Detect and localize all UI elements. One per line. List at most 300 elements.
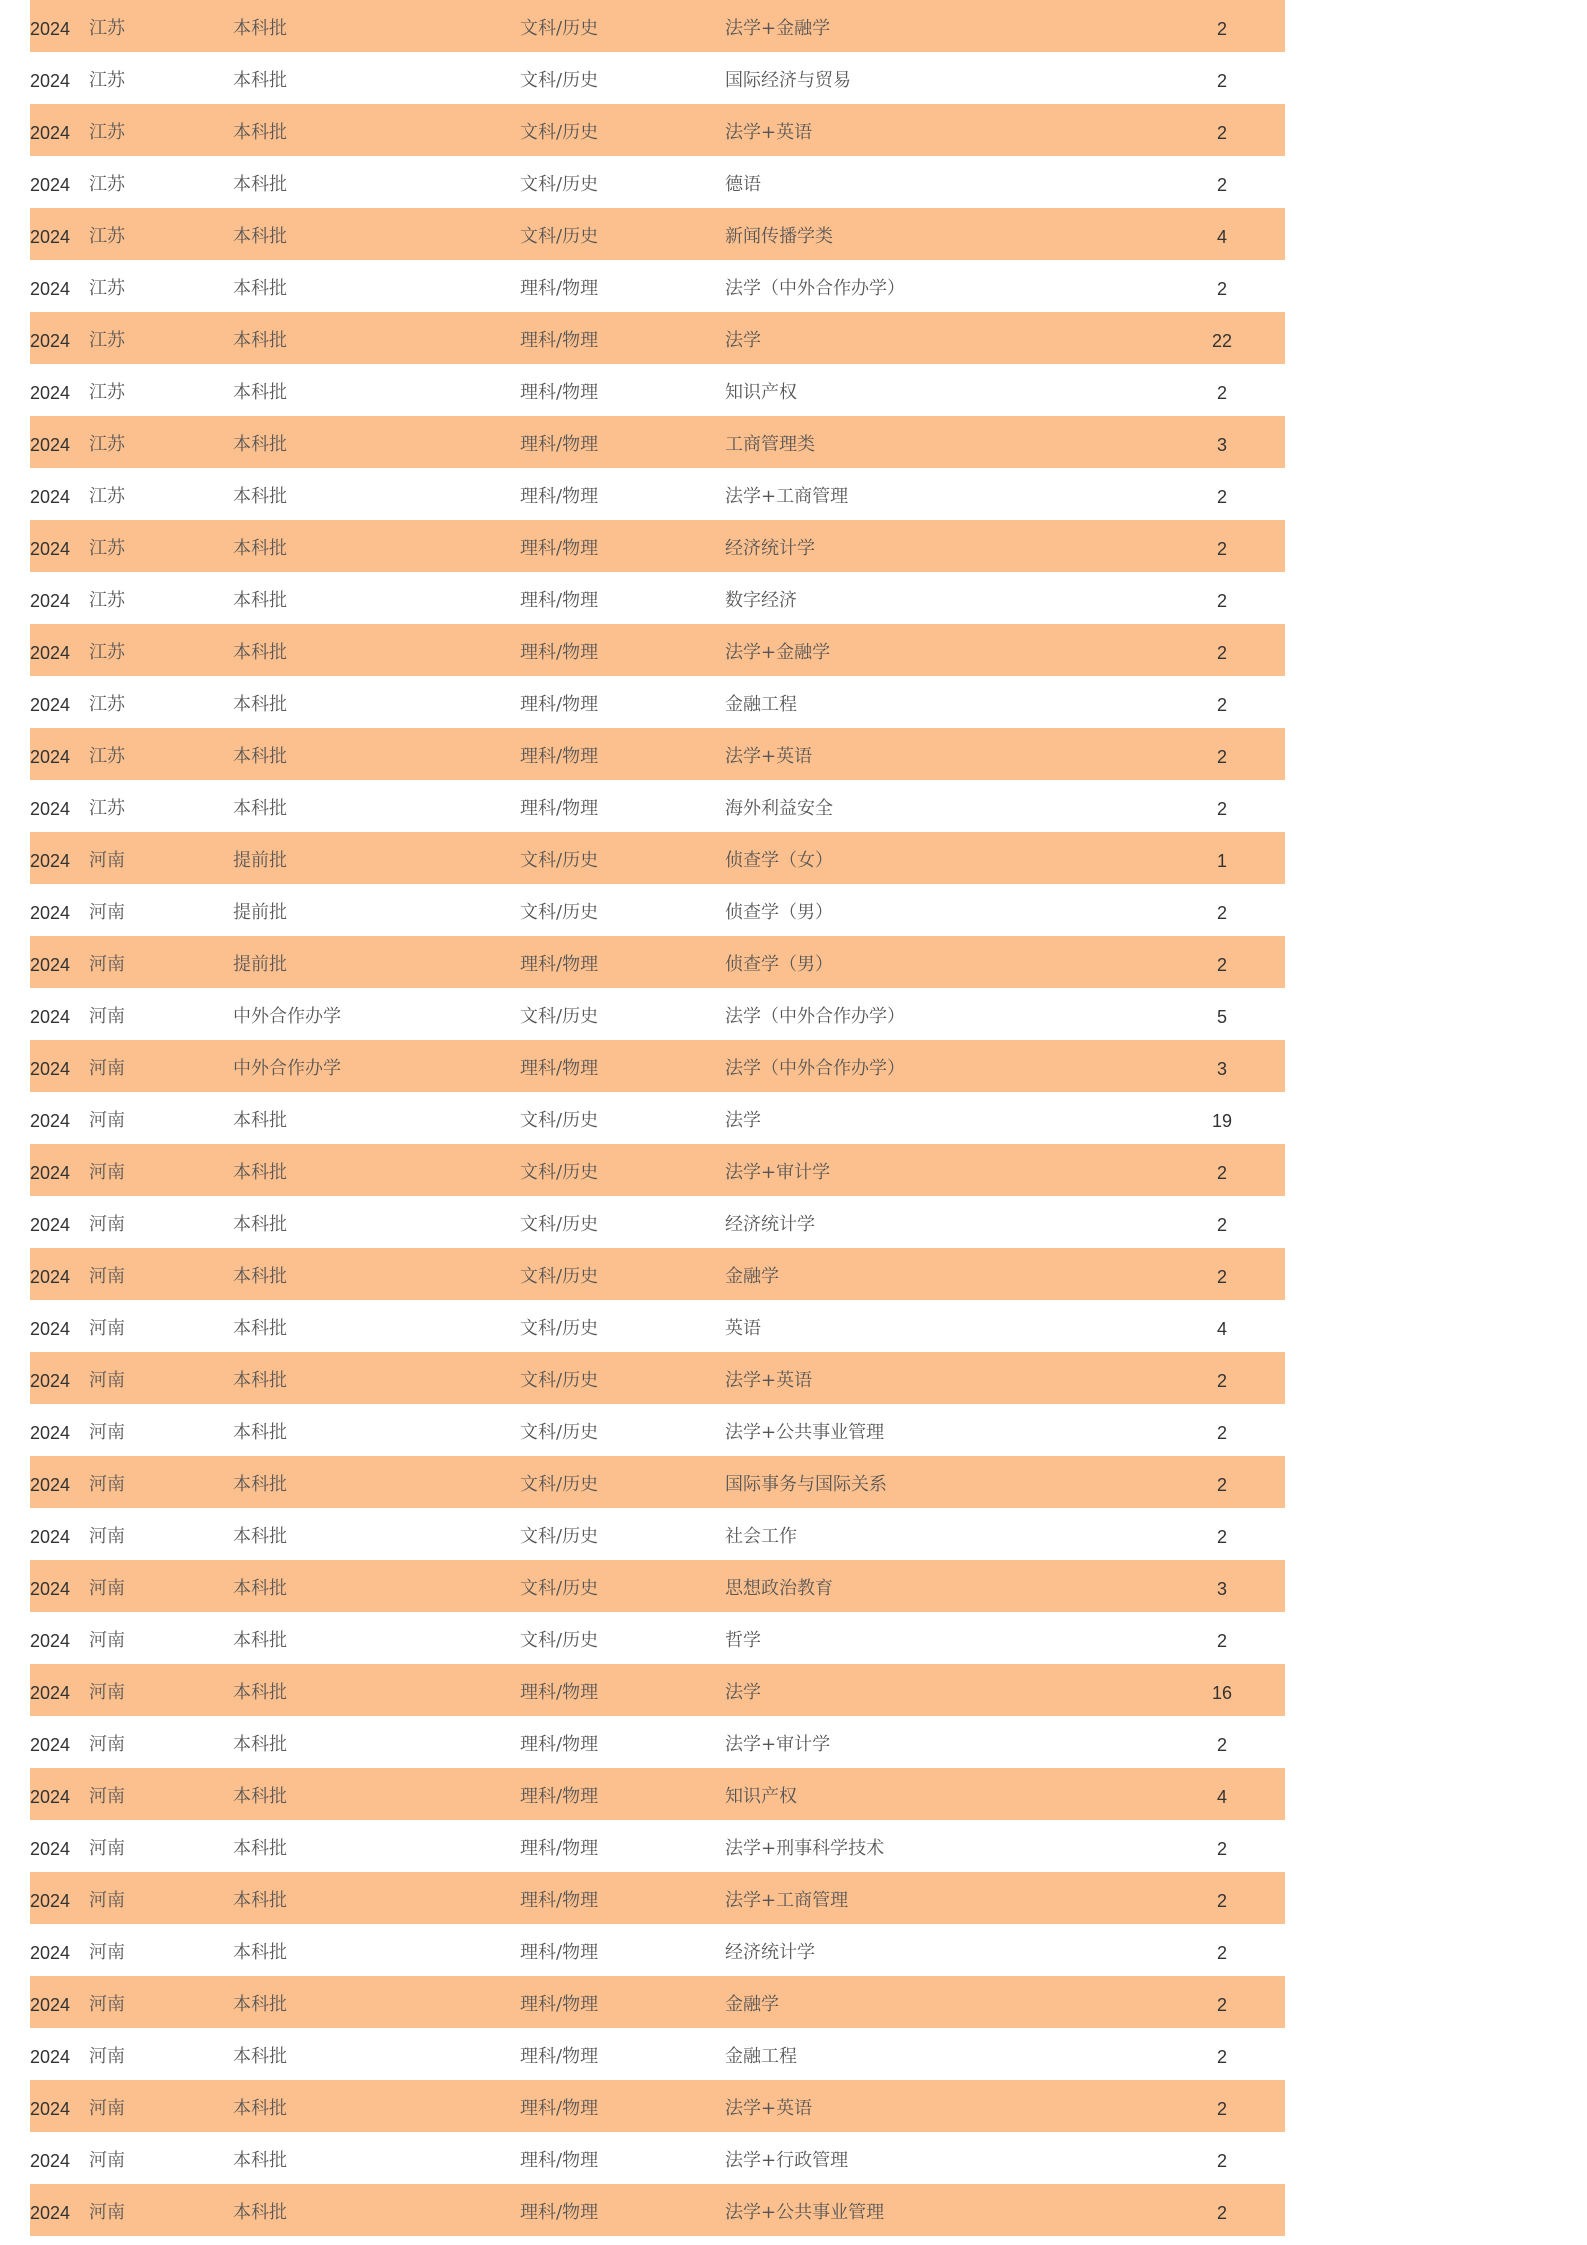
year-cell: 2024 [30,1215,71,1235]
batch-cell: 本科批 [233,694,287,715]
year-cell: 2024 [30,1267,71,1287]
subject-cell: 理科/物理 [520,538,599,559]
batch-cell: 提前批 [233,954,287,975]
table-row [30,988,1285,1040]
count-cell: 3 [1216,1059,1227,1079]
batch-cell: 本科批 [233,1734,287,1755]
major-cell: 法学+英语 [725,2098,813,2119]
province-cell: 河南 [89,1162,125,1183]
province-cell: 河南 [89,850,125,871]
major-cell: 法学（中外合作办学） [725,1006,905,1027]
count-cell: 2 [1216,747,1227,767]
subject-cell: 理科/物理 [520,798,599,819]
year-cell: 2024 [30,1059,71,1079]
year-cell: 2024 [30,2203,71,2223]
count-cell: 2 [1216,1371,1227,1391]
subject-cell: 理科/物理 [520,1942,599,1963]
province-cell: 江苏 [89,330,125,351]
count-cell: 2 [1216,1995,1227,2015]
count-cell: 2 [1216,2151,1227,2171]
province-cell: 江苏 [89,434,125,455]
subject-cell: 理科/物理 [520,486,599,507]
count-cell: 4 [1216,227,1227,247]
province-cell: 江苏 [89,18,125,39]
province-cell: 河南 [89,1474,125,1495]
batch-cell: 本科批 [233,1162,287,1183]
year-cell: 2024 [30,2047,71,2067]
subject-cell: 文科/历史 [520,1422,599,1443]
table-row [30,1352,1285,1404]
count-cell: 5 [1216,1007,1227,1027]
count-cell: 2 [1216,955,1227,975]
table-row [30,1976,1285,2028]
year-cell: 2024 [30,1839,71,1859]
table-row [30,832,1285,884]
year-cell: 2024 [30,1111,71,1131]
province-cell: 河南 [89,2046,125,2067]
table-row [30,2028,1285,2080]
table-row [30,364,1285,416]
table-row [30,1456,1285,1508]
major-cell: 侦查学（男） [725,902,833,923]
count-cell: 4 [1216,1319,1227,1339]
table-row [30,884,1285,936]
table-row [30,312,1285,364]
count-cell: 2 [1216,643,1227,663]
subject-cell: 理科/物理 [520,2046,599,2067]
province-cell: 江苏 [89,538,125,559]
batch-cell: 本科批 [233,1838,287,1859]
province-cell: 江苏 [89,278,125,299]
batch-cell: 本科批 [233,2098,287,2119]
subject-cell: 文科/历史 [520,1474,599,1495]
major-cell: 法学+工商管理 [725,1890,849,1911]
province-cell: 河南 [89,1630,125,1651]
count-cell: 2 [1216,19,1227,39]
subject-cell: 文科/历史 [520,18,599,39]
major-cell: 侦查学（女） [725,850,833,871]
batch-cell: 本科批 [233,1474,287,1495]
major-cell: 英语 [725,1318,761,1339]
major-cell: 金融学 [725,1266,779,1287]
major-cell: 法学 [725,1110,761,1131]
count-cell: 2 [1216,2047,1227,2067]
count-cell: 2 [1216,175,1227,195]
table-row [30,52,1285,104]
province-cell: 河南 [89,2098,125,2119]
batch-cell: 本科批 [233,1526,287,1547]
province-cell: 江苏 [89,642,125,663]
batch-cell: 本科批 [233,1630,287,1651]
subject-cell: 理科/物理 [520,1994,599,2015]
major-cell: 经济统计学 [725,1214,815,1235]
province-cell: 江苏 [89,590,125,611]
table-row [30,2184,1285,2236]
table-row [30,1560,1285,1612]
major-cell: 数字经济 [725,590,797,611]
count-cell: 1 [1216,851,1227,871]
province-cell: 河南 [89,1266,125,1287]
count-cell: 2 [1216,695,1227,715]
table-row [30,1248,1285,1300]
major-cell: 经济统计学 [725,1942,815,1963]
year-cell: 2024 [30,1735,71,1755]
batch-cell: 本科批 [233,590,287,611]
year-cell: 2024 [30,383,71,403]
subject-cell: 理科/物理 [520,330,599,351]
table-row [30,416,1285,468]
count-cell: 2 [1216,1215,1227,1235]
province-cell: 江苏 [89,486,125,507]
province-cell: 江苏 [89,382,125,403]
count-cell: 2 [1216,487,1227,507]
batch-cell: 提前批 [233,902,287,923]
province-cell: 河南 [89,1942,125,1963]
subject-cell: 文科/历史 [520,902,599,923]
table-row [30,260,1285,312]
batch-cell: 本科批 [233,70,287,91]
major-cell: 金融学 [725,1994,779,2015]
province-cell: 江苏 [89,122,125,143]
count-cell: 2 [1216,903,1227,923]
subject-cell: 理科/物理 [520,694,599,715]
major-cell: 法学+工商管理 [725,486,849,507]
batch-cell: 本科批 [233,1266,287,1287]
count-cell: 16 [1211,1683,1233,1703]
year-cell: 2024 [30,2151,71,2171]
province-cell: 江苏 [89,226,125,247]
table-row [30,1404,1285,1456]
major-cell: 法学+金融学 [725,18,831,39]
province-cell: 河南 [89,1370,125,1391]
subject-cell: 理科/物理 [520,954,599,975]
major-cell: 社会工作 [725,1526,797,1547]
subject-cell: 文科/历史 [520,850,599,871]
subject-cell: 理科/物理 [520,642,599,663]
province-cell: 河南 [89,1578,125,1599]
count-cell: 2 [1216,1891,1227,1911]
year-cell: 2024 [30,279,71,299]
count-cell: 19 [1211,1111,1233,1131]
year-cell: 2024 [30,19,71,39]
count-cell: 2 [1216,1839,1227,1859]
table-row [30,1612,1285,1664]
major-cell: 新闻传播学类 [725,226,833,247]
subject-cell: 理科/物理 [520,382,599,403]
year-cell: 2024 [30,747,71,767]
count-cell: 4 [1216,1787,1227,1807]
year-cell: 2024 [30,799,71,819]
province-cell: 河南 [89,1994,125,2015]
table-row [30,1924,1285,1976]
year-cell: 2024 [30,1371,71,1391]
table-row [30,780,1285,832]
major-cell: 法学+审计学 [725,1162,831,1183]
major-cell: 法学+英语 [725,122,813,143]
count-cell: 2 [1216,279,1227,299]
table-row [30,1716,1285,1768]
subject-cell: 理科/物理 [520,1890,599,1911]
subject-cell: 理科/物理 [520,2098,599,2119]
table-row [30,468,1285,520]
subject-cell: 文科/历史 [520,174,599,195]
province-cell: 河南 [89,1734,125,1755]
count-cell: 3 [1216,435,1227,455]
year-cell: 2024 [30,123,71,143]
batch-cell: 本科批 [233,1370,287,1391]
batch-cell: 中外合作办学 [233,1058,341,1079]
province-cell: 江苏 [89,746,125,767]
year-cell: 2024 [30,331,71,351]
batch-cell: 本科批 [233,174,287,195]
province-cell: 河南 [89,1058,125,1079]
batch-cell: 本科批 [233,1890,287,1911]
subject-cell: 理科/物理 [520,278,599,299]
batch-cell: 本科批 [233,18,287,39]
province-cell: 河南 [89,1838,125,1859]
province-cell: 江苏 [89,174,125,195]
table-row [30,1196,1285,1248]
major-cell: 法学+英语 [725,1370,813,1391]
year-cell: 2024 [30,1423,71,1443]
batch-cell: 提前批 [233,850,287,871]
subject-cell: 文科/历史 [520,70,599,91]
count-cell: 2 [1216,123,1227,143]
major-cell: 思想政治教育 [725,1578,833,1599]
subject-cell: 理科/物理 [520,1682,599,1703]
year-cell: 2024 [30,175,71,195]
table-row [30,1300,1285,1352]
batch-cell: 本科批 [233,122,287,143]
province-cell: 江苏 [89,70,125,91]
subject-cell: 文科/历史 [520,1214,599,1235]
batch-cell: 本科批 [233,1214,287,1235]
major-cell: 工商管理类 [725,434,815,455]
table-row [30,156,1285,208]
table-row [30,624,1285,676]
subject-cell: 文科/历史 [520,1162,599,1183]
year-cell: 2024 [30,1475,71,1495]
table-row [30,0,1285,52]
major-cell: 法学+刑事科学技术 [725,1838,885,1859]
table-row [30,1144,1285,1196]
batch-cell: 本科批 [233,538,287,559]
table-row [30,208,1285,260]
subject-cell: 文科/历史 [520,1578,599,1599]
count-cell: 22 [1211,331,1233,351]
count-cell: 2 [1216,1735,1227,1755]
major-cell: 法学（中外合作办学） [725,1058,905,1079]
major-cell: 国际经济与贸易 [725,70,851,91]
province-cell: 河南 [89,1006,125,1027]
subject-cell: 文科/历史 [520,1370,599,1391]
major-cell: 海外利益安全 [725,798,833,819]
batch-cell: 本科批 [233,1318,287,1339]
admissions-table [30,0,1285,2236]
subject-cell: 文科/历史 [520,1110,599,1131]
province-cell: 河南 [89,1318,125,1339]
subject-cell: 理科/物理 [520,434,599,455]
major-cell: 法学+审计学 [725,1734,831,1755]
year-cell: 2024 [30,1163,71,1183]
batch-cell: 中外合作办学 [233,1006,341,1027]
province-cell: 河南 [89,1214,125,1235]
subject-cell: 文科/历史 [520,1630,599,1651]
table-row [30,2080,1285,2132]
major-cell: 金融工程 [725,694,797,715]
table-row [30,1664,1285,1716]
table-row [30,104,1285,156]
batch-cell: 本科批 [233,330,287,351]
major-cell: 国际事务与国际关系 [725,1474,887,1495]
major-cell: 经济统计学 [725,538,815,559]
count-cell: 2 [1216,1267,1227,1287]
year-cell: 2024 [30,1943,71,1963]
subject-cell: 文科/历史 [520,122,599,143]
year-cell: 2024 [30,1319,71,1339]
province-cell: 河南 [89,1786,125,1807]
year-cell: 2024 [30,71,71,91]
subject-cell: 理科/物理 [520,1734,599,1755]
year-cell: 2024 [30,1787,71,1807]
table-row [30,936,1285,988]
year-cell: 2024 [30,643,71,663]
major-cell: 法学+金融学 [725,642,831,663]
subject-cell: 文科/历史 [520,226,599,247]
table-row [30,520,1285,572]
table-row [30,2132,1285,2184]
batch-cell: 本科批 [233,1942,287,1963]
year-cell: 2024 [30,955,71,975]
subject-cell: 理科/物理 [520,746,599,767]
year-cell: 2024 [30,591,71,611]
batch-cell: 本科批 [233,1786,287,1807]
major-cell: 法学 [725,330,761,351]
batch-cell: 本科批 [233,2150,287,2171]
major-cell: 法学 [725,1682,761,1703]
year-cell: 2024 [30,539,71,559]
year-cell: 2024 [30,487,71,507]
count-cell: 2 [1216,1423,1227,1443]
count-cell: 2 [1216,1527,1227,1547]
batch-cell: 本科批 [233,1422,287,1443]
count-cell: 2 [1216,799,1227,819]
year-cell: 2024 [30,1683,71,1703]
count-cell: 2 [1216,2203,1227,2223]
major-cell: 知识产权 [725,1786,797,1807]
batch-cell: 本科批 [233,1682,287,1703]
subject-cell: 理科/物理 [520,1058,599,1079]
major-cell: 法学+公共事业管理 [725,1422,885,1443]
major-cell: 法学+行政管理 [725,2150,849,2171]
major-cell: 金融工程 [725,2046,797,2067]
count-cell: 2 [1216,2099,1227,2119]
year-cell: 2024 [30,695,71,715]
table-row [30,1872,1285,1924]
year-cell: 2024 [30,2099,71,2119]
subject-cell: 文科/历史 [520,1266,599,1287]
count-cell: 2 [1216,383,1227,403]
year-cell: 2024 [30,851,71,871]
major-cell: 法学+公共事业管理 [725,2202,885,2223]
year-cell: 2024 [30,1579,71,1599]
major-cell: 哲学 [725,1630,761,1651]
batch-cell: 本科批 [233,2046,287,2067]
batch-cell: 本科批 [233,642,287,663]
province-cell: 河南 [89,2150,125,2171]
province-cell: 江苏 [89,694,125,715]
batch-cell: 本科批 [233,1578,287,1599]
count-cell: 2 [1216,71,1227,91]
province-cell: 河南 [89,1526,125,1547]
province-cell: 河南 [89,1682,125,1703]
table-row [30,1820,1285,1872]
count-cell: 2 [1216,539,1227,559]
subject-cell: 理科/物理 [520,1838,599,1859]
year-cell: 2024 [30,1631,71,1651]
year-cell: 2024 [30,1891,71,1911]
province-cell: 河南 [89,1890,125,1911]
province-cell: 河南 [89,1110,125,1131]
subject-cell: 理科/物理 [520,590,599,611]
batch-cell: 本科批 [233,2202,287,2223]
province-cell: 河南 [89,2202,125,2223]
subject-cell: 文科/历史 [520,1526,599,1547]
table-row [30,1768,1285,1820]
table-row [30,676,1285,728]
major-cell: 知识产权 [725,382,797,403]
subject-cell: 理科/物理 [520,1786,599,1807]
table-row [30,1092,1285,1144]
batch-cell: 本科批 [233,1110,287,1131]
province-cell: 河南 [89,902,125,923]
batch-cell: 本科批 [233,1994,287,2015]
major-cell: 法学（中外合作办学） [725,278,905,299]
batch-cell: 本科批 [233,382,287,403]
major-cell: 侦查学（男） [725,954,833,975]
table-row [30,572,1285,624]
subject-cell: 文科/历史 [520,1006,599,1027]
count-cell: 2 [1216,1943,1227,1963]
batch-cell: 本科批 [233,486,287,507]
year-cell: 2024 [30,1995,71,2015]
count-cell: 2 [1216,1475,1227,1495]
batch-cell: 本科批 [233,746,287,767]
count-cell: 3 [1216,1579,1227,1599]
subject-cell: 文科/历史 [520,1318,599,1339]
subject-cell: 理科/物理 [520,2202,599,2223]
table-row [30,1508,1285,1560]
batch-cell: 本科批 [233,278,287,299]
count-cell: 2 [1216,1163,1227,1183]
batch-cell: 本科批 [233,226,287,247]
province-cell: 江苏 [89,798,125,819]
major-cell: 法学+英语 [725,746,813,767]
table-row [30,728,1285,780]
table-row [30,1040,1285,1092]
count-cell: 2 [1216,1631,1227,1651]
year-cell: 2024 [30,1527,71,1547]
batch-cell: 本科批 [233,798,287,819]
major-cell: 德语 [725,174,761,195]
year-cell: 2024 [30,903,71,923]
subject-cell: 理科/物理 [520,2150,599,2171]
year-cell: 2024 [30,1007,71,1027]
count-cell: 2 [1216,591,1227,611]
year-cell: 2024 [30,227,71,247]
province-cell: 河南 [89,1422,125,1443]
province-cell: 河南 [89,954,125,975]
